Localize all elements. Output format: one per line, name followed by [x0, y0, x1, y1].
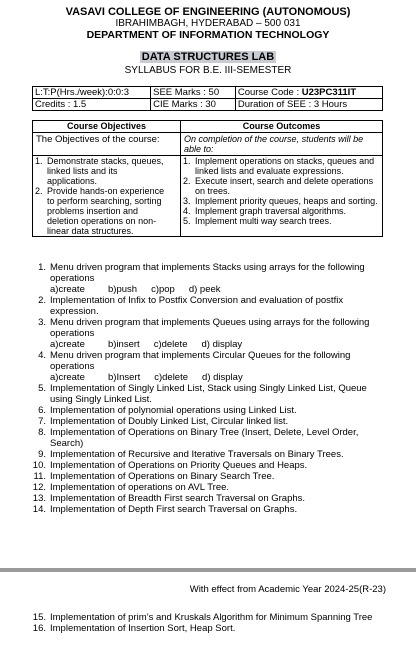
- course-meta-table: [32, 86, 383, 111]
- ltp-cell: L:T:P(Hrs./week):0:0:3: [33, 87, 151, 99]
- credits-cell: Credits : 1.5: [33, 99, 151, 111]
- document-header: [0, 6, 416, 41]
- page-divider: [0, 568, 416, 572]
- list-item: 8. Implementation of Operations on Binary Tree (Insert, Delete, Level Order, Search): [38, 427, 359, 449]
- list-item: 9. Implementation of Recursive and Iterative Traversals on Binary Trees.: [38, 449, 344, 460]
- course-code-value: U23PC311IT: [301, 87, 357, 98]
- outcome-item: 5. Implement multi way search trees.: [183, 216, 332, 226]
- program-list: [30, 262, 386, 515]
- objectives-heading: Course Objectives: [33, 121, 181, 132]
- syllabus-page: [0, 0, 416, 77]
- objectives-intro: The Objectives of the course:: [33, 133, 181, 155]
- list-item: 15. Implementation of prim’s and Kruskals Algorithm for Minimum Spanning Tree: [32, 612, 373, 623]
- course-code-cell: [235, 87, 382, 99]
- objectives-outcomes-table: [32, 120, 383, 237]
- outcomes-list: [181, 156, 382, 236]
- list-item: 1. Menu driven program that implements Stacks using arrays for the following operations a)create b)push c)pop d) peek: [38, 262, 365, 295]
- see-marks-cell: SEE Marks : 50: [151, 87, 236, 99]
- list-item: 13. Implementation of Breadth First search Traversal on Graphs.: [32, 493, 306, 504]
- outcome-item: 3. Implement priority queues, heaps and sorting.: [183, 196, 378, 206]
- college-name: VASAVI COLLEGE OF ENGINEERING (AUTONOMOUS): [65, 6, 351, 18]
- outcomes-intro: On completion of the course, students will be able to:: [184, 134, 364, 154]
- list-item: 14. Implementation of Depth First search Traversal on Graphs.: [32, 504, 298, 515]
- list-item: 4. Menu driven program that implements Circular Queues for the following operations a)create b)Insert c)delete d) display: [38, 350, 351, 383]
- program-list-continued: [30, 612, 386, 634]
- objective-item: 1. Demonstrate stacks, queues, linked lists and its applications.: [35, 156, 164, 186]
- list-item: 2. Implementation of Infix to Postfix Conversion and evaluation of postfix expression.: [38, 295, 344, 317]
- objective-item: 2. Provide hands-on experience to perform searching, sorting problems insertion and deletion operations on non- linear data structures.: [35, 186, 165, 236]
- outcome-item: 1. Implement operations on stacks, queues and linked lists and evaluate expressions.: [183, 156, 375, 176]
- syllabus-subtitle: SYLLABUS FOR B.E. III-SEMESTER: [124, 65, 292, 76]
- list-item: 7. Implementation of Doubly Linked List, Circular linked list.: [38, 416, 289, 427]
- college-address: IBRAHIMBAGH, HYDERABAD – 500 031: [115, 18, 301, 29]
- duration-cell: Duration of SEE : 3 Hours: [235, 99, 382, 111]
- course-title: DATA STRUCTURES LAB: [141, 51, 275, 63]
- outcome-item: 4. Implement graph traversal algorithms.: [183, 206, 347, 216]
- effect-note: With effect from Academic Year 2024-25(R-23): [189, 584, 386, 595]
- list-item: 12. Implementation of operations on AVL Tree.: [32, 482, 230, 493]
- department-name: DEPARTMENT OF INFORMATION TECHNOLOGY: [86, 29, 330, 41]
- outcome-item: 2. Execute insert, search and delete operations on trees.: [183, 176, 374, 196]
- cie-marks-cell: CIE Marks : 30: [151, 99, 236, 111]
- list-item: 16. Implementation of Insertion Sort, Heap Sort.: [32, 623, 236, 634]
- outcomes-heading: Course Outcomes: [242, 121, 321, 131]
- course-code-label: Course Code :: [237, 87, 300, 98]
- list-item: 3. Menu driven program that implements Queues using arrays for the following operations a)create b)insert c)delete d) display: [38, 317, 370, 350]
- list-item: 5. Implementation of Singly Linked List, Stack using Singly Linked List, Queue using Singly Linked List.: [38, 383, 367, 405]
- list-item: 6. Implementation of polynomial operations using Linked List.: [38, 405, 297, 416]
- list-item: 10. Implementation of Operations on Priority Queues and Heaps.: [32, 460, 308, 471]
- objectives-list: [33, 156, 181, 236]
- list-item: 11. Implementation of Operations on Binary Search Tree.: [33, 471, 275, 482]
